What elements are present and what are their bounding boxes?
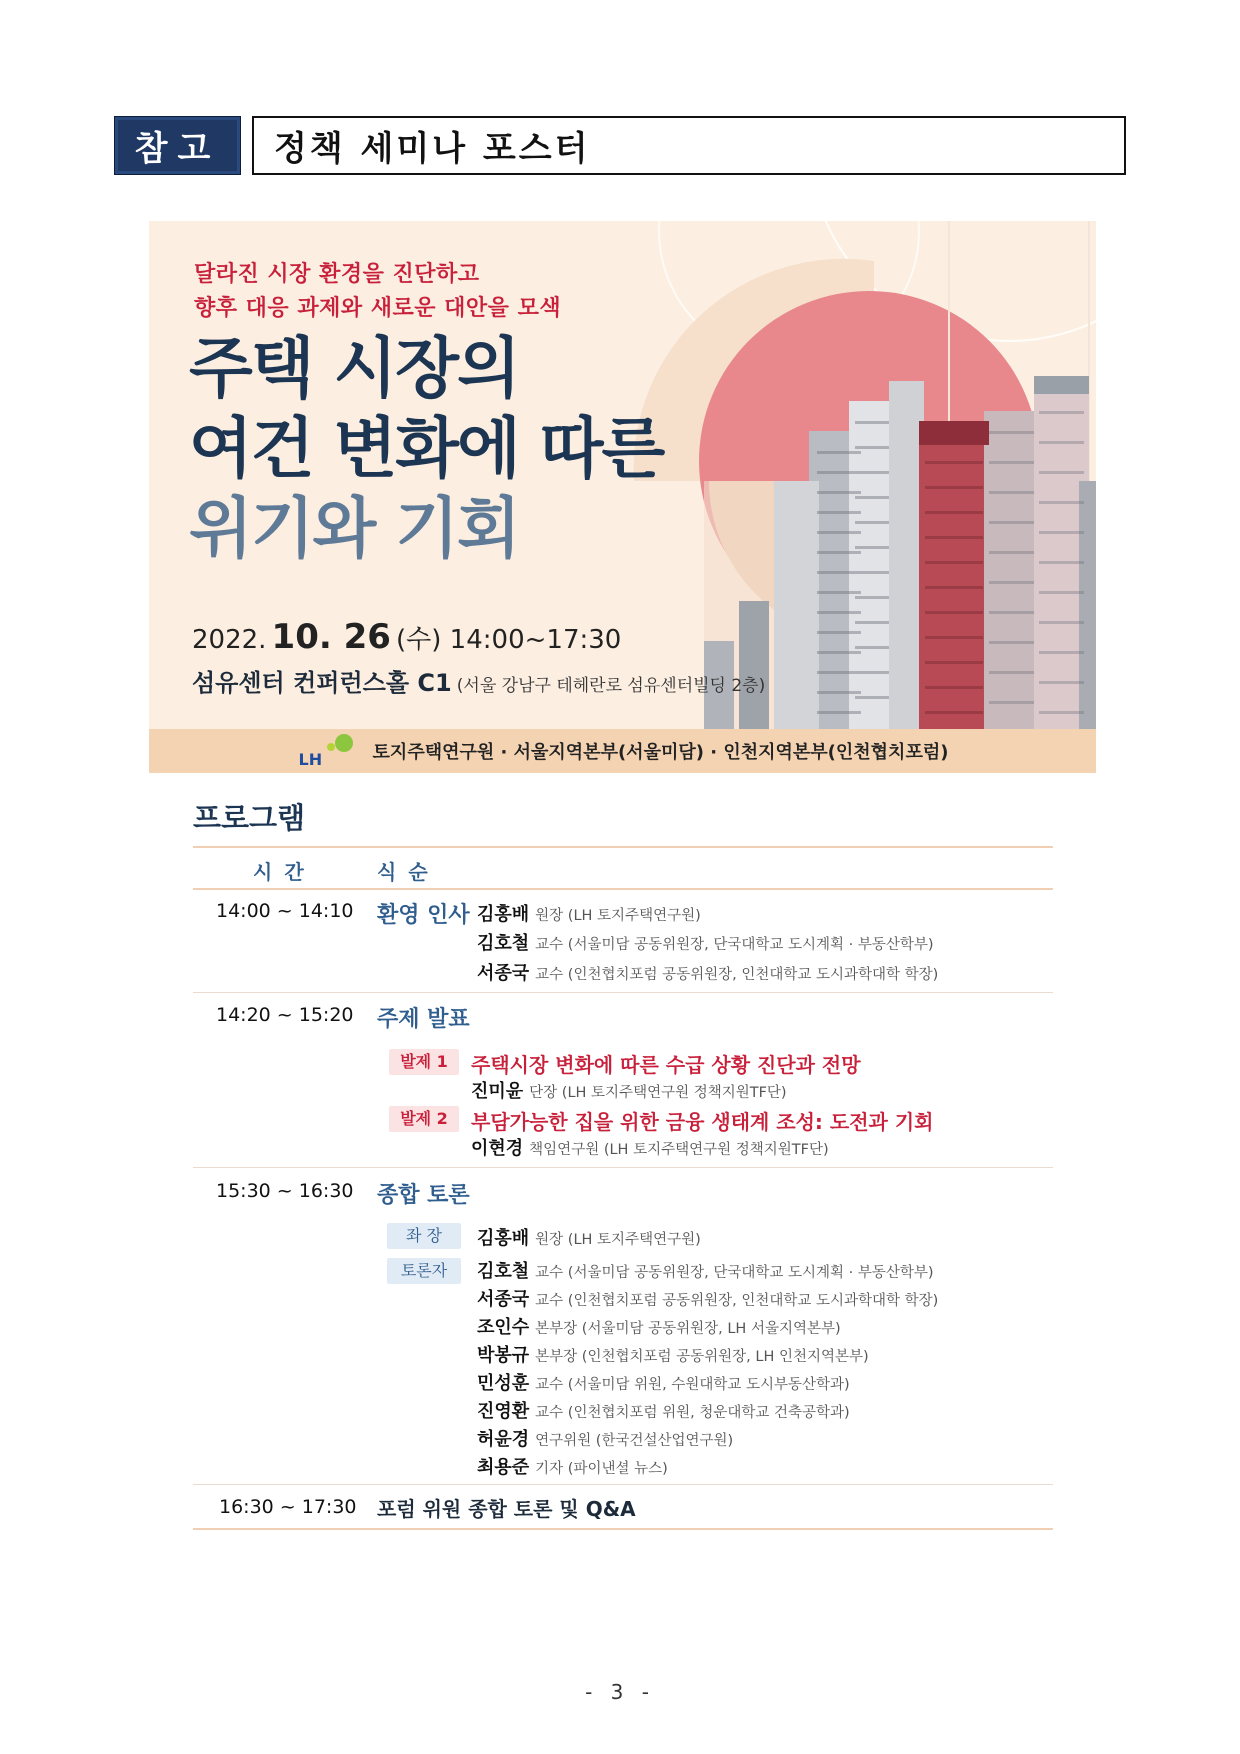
session-title: 포럼 위원 종합 토론 및 Q&A <box>377 1497 636 1521</box>
poster-title-line3: 위기와 기회 <box>189 490 519 567</box>
presenter-name: 이현경 <box>471 1138 524 1159</box>
panelist-name: 진영환 <box>477 1401 530 1422</box>
row-divider <box>193 1484 1053 1485</box>
date-time: (수) 14:00~17:30 <box>396 625 622 655</box>
chair-badge: 좌 장 <box>387 1223 461 1249</box>
panel-badge: 토론자 <box>387 1258 461 1284</box>
panelist-role: 교수 (서울미담 위원, 수원대학교 도시부동산학과) <box>535 1377 850 1393</box>
session-time: 14:20 ~ 15:20 <box>216 1004 354 1026</box>
reference-tag: 참고 <box>114 116 241 175</box>
presentation-topic: 주택시장 변화에 따른 수급 상황 진단과 전망 <box>471 1053 861 1077</box>
session-time: 16:30 ~ 17:30 <box>219 1496 357 1518</box>
speaker <box>477 900 701 926</box>
event-venue <box>192 663 765 698</box>
session-title: 환영 인사 <box>377 903 470 928</box>
session-title: 종합 토론 <box>377 1183 470 1208</box>
panelist-name: 서종국 <box>477 1289 530 1310</box>
lh-logo <box>297 733 357 769</box>
row-divider <box>193 1167 1053 1168</box>
panelist-role: 연구위원 (한국건설산업연구원) <box>535 1433 734 1449</box>
speaker <box>477 929 934 955</box>
session-time: 14:00 ~ 14:10 <box>216 900 354 922</box>
panelist <box>477 1397 850 1423</box>
presenter <box>471 1077 787 1103</box>
column-header-time: 시간 <box>253 860 316 884</box>
chair <box>477 1224 701 1250</box>
column-header-order: 식순 <box>377 860 440 884</box>
session-title: 주제 발표 <box>377 1007 470 1032</box>
panelist-role: 본부장 (서울미담 공동위원장, LH 서울지역본부) <box>535 1321 841 1337</box>
presentation-topic: 부담가능한 집을 위한 금융 생태계 조성: 도전과 기회 <box>471 1110 934 1134</box>
speaker-name: 서종국 <box>477 963 530 984</box>
panelist-role: 교수 (인천협치포럼 위원, 청운대학교 건축공학과) <box>535 1405 850 1421</box>
speaker-role: 교수 (인천협치포럼 공동위원장, 인천대학교 도시과학대학 학장) <box>535 967 939 983</box>
organizer-bar <box>149 729 1096 773</box>
header-rule <box>193 888 1053 890</box>
panelist <box>477 1425 733 1451</box>
event-date <box>192 617 621 657</box>
presenter-name: 진미윤 <box>471 1081 524 1102</box>
panelist <box>477 1453 668 1479</box>
poster-subtitle-line2: 향후 대응 과제와 새로운 대안을 모색 <box>194 296 562 321</box>
program-bottom-rule <box>193 1528 1053 1530</box>
session-time: 15:30 ~ 16:30 <box>216 1180 354 1202</box>
speaker-role: 교수 (서울미담 공동위원장, 단국대학교 도시계획 · 부동산학부) <box>535 937 934 953</box>
presenter-role: 책임연구원 (LH 토지주택연구원 정책지원TF단) <box>529 1142 829 1158</box>
date-year: 2022. <box>192 625 267 655</box>
panelist <box>477 1341 869 1367</box>
speaker-name: 김호철 <box>477 933 530 954</box>
page-number: - 3 - <box>585 1680 655 1704</box>
program-title: 프로그램 <box>193 801 306 835</box>
seminar-poster <box>149 221 1096 773</box>
chair-name: 김홍배 <box>477 1228 530 1249</box>
program-top-rule <box>193 846 1053 848</box>
speaker-name: 김홍배 <box>477 904 530 925</box>
presenter <box>471 1134 829 1160</box>
section-title: 정책 세미나 포스터 <box>252 116 1126 175</box>
panelist-name: 김호철 <box>477 1261 530 1282</box>
logo-text: LH <box>298 750 323 769</box>
panelist-name: 조인수 <box>477 1317 530 1338</box>
venue-address: (서울 강남구 테헤란로 섬유센터빌딩 2층) <box>456 676 766 696</box>
panelist <box>477 1285 938 1311</box>
panelist <box>477 1313 841 1339</box>
poster-title-line2: 여건 변화에 따른 <box>189 410 664 487</box>
poster-subtitle-line1: 달라진 시장 환경을 진단하고 <box>194 262 480 287</box>
speaker-role: 원장 (LH 토지주택연구원) <box>535 908 701 924</box>
presentation-badge: 발제 2 <box>389 1106 459 1132</box>
panelist <box>477 1369 850 1395</box>
date-day: 10. 26 <box>271 617 391 657</box>
panelist-role: 기자 (파이낸셜 뉴스) <box>535 1461 668 1477</box>
panelist-name: 허윤경 <box>477 1429 530 1450</box>
panelist-role: 본부장 (인천협치포럼 공동위원장, LH 인천지역본부) <box>535 1349 869 1365</box>
organizers: 토지주택연구원 · 서울지역본부(서울미담) · 인천지역본부(인천협치포럼) <box>372 742 949 763</box>
poster-title-line1: 주택 시장의 <box>189 330 519 407</box>
panelist-role: 교수 (인천협치포럼 공동위원장, 인천대학교 도시과학대학 학장) <box>535 1293 939 1309</box>
panelist-role: 교수 (서울미담 공동위원장, 단국대학교 도시계획 · 부동산학부) <box>535 1265 934 1281</box>
panelist-name: 민성훈 <box>477 1373 530 1394</box>
panelist-name: 최용준 <box>477 1457 530 1478</box>
panelist-name: 박봉규 <box>477 1345 530 1366</box>
speaker <box>477 959 938 985</box>
chair-role: 원장 (LH 토지주택연구원) <box>535 1232 701 1248</box>
venue-name: 섬유센터 컨퍼런스홀 C1 <box>192 669 452 697</box>
row-divider <box>193 992 1053 993</box>
presenter-role: 단장 (LH 토지주택연구원 정책지원TF단) <box>529 1085 787 1101</box>
presentation-badge: 발제 1 <box>389 1049 459 1075</box>
panelist <box>477 1257 934 1283</box>
